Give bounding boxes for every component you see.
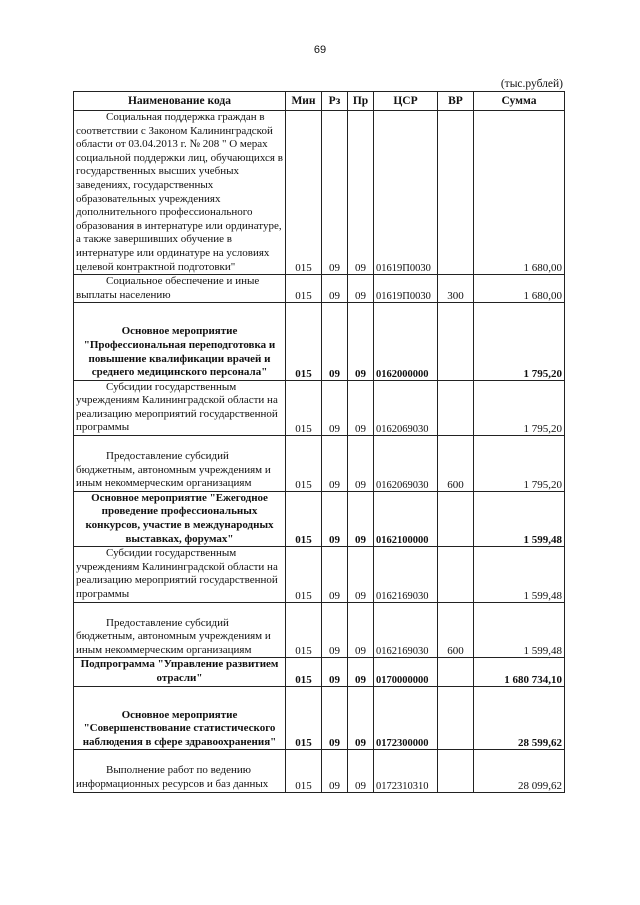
row-vr [438, 658, 474, 686]
row-min: 015 [286, 686, 322, 750]
row-rz: 09 [322, 658, 348, 686]
row-pr: 09 [348, 111, 374, 275]
row-sum: 1 795,20 [474, 303, 565, 380]
row-sum: 1 680,00 [474, 275, 565, 303]
row-min: 015 [286, 602, 322, 658]
row-min: 015 [286, 436, 322, 492]
row-min: 015 [286, 750, 322, 792]
row-rz: 09 [322, 275, 348, 303]
row-name: Выполнение работ по ведению информационных ресурсов и баз данных [74, 750, 286, 792]
row-sum: 28 099,62 [474, 750, 565, 792]
row-csr: 0172310310 [374, 750, 438, 792]
row-rz: 09 [322, 436, 348, 492]
header-pr: Пр [348, 92, 374, 111]
table-row [74, 547, 565, 602]
row-csr: 01619П0030 [374, 275, 438, 303]
row-vr [438, 547, 474, 602]
table-row [74, 275, 565, 303]
row-rz: 09 [322, 380, 348, 435]
row-name: Социальная поддержка граждан в соответствии с Законом Калининградской области от 03.04.2013 г. № 208 " О мерах социальной поддержки лиц, обучающихся в государственных высших учебных заведениях, государственных образовательных учреждениях дополнительного профессионального образования в интернатуре или ординатуре, а также завершивших обучение в интернатуре или ординатуре на условиях целевой контрактной подготовки" [74, 111, 286, 275]
row-sum: 1 680,00 [474, 111, 565, 275]
row-rz: 09 [322, 750, 348, 792]
row-rz: 09 [322, 547, 348, 602]
row-rz: 09 [322, 303, 348, 380]
row-pr: 09 [348, 275, 374, 303]
header-rz: Рз [322, 92, 348, 111]
table-row [74, 303, 565, 380]
row-csr: 0162169030 [374, 602, 438, 658]
header-csr: ЦСР [374, 92, 438, 111]
row-vr [438, 750, 474, 792]
row-rz: 09 [322, 111, 348, 275]
row-rz: 09 [322, 602, 348, 658]
row-name: Субсидии государственным учреждениям Калининградской области на реализацию мероприятий государственной программы [74, 380, 286, 435]
table-row [74, 436, 565, 492]
row-name: Предоставление субсидий бюджетным, автономным учреждениям и иным некоммерческим организациям [74, 602, 286, 658]
row-csr: 0162169030 [374, 547, 438, 602]
row-pr: 09 [348, 686, 374, 750]
row-pr: 09 [348, 491, 374, 546]
table-row [74, 111, 565, 275]
row-pr: 09 [348, 750, 374, 792]
row-min: 015 [286, 380, 322, 435]
row-sum: 1 680 734,10 [474, 658, 565, 686]
row-sum: 1 795,20 [474, 380, 565, 435]
units-label: (тыс.рублей) [500, 78, 563, 90]
row-vr [438, 303, 474, 380]
row-sum: 1 795,20 [474, 436, 565, 492]
row-min: 015 [286, 491, 322, 546]
table-header-row [74, 92, 565, 111]
row-min: 015 [286, 111, 322, 275]
row-vr [438, 491, 474, 546]
row-sum: 1 599,48 [474, 602, 565, 658]
row-sum: 28 599,62 [474, 686, 565, 750]
row-name: Социальное обеспечение и иные выплаты населению [74, 275, 286, 303]
table-row [74, 602, 565, 658]
row-sum: 1 599,48 [474, 491, 565, 546]
table-row [74, 750, 565, 792]
row-vr [438, 111, 474, 275]
row-name: Предоставление субсидий бюджетным, автономным учреждениям и иным некоммерческим организациям [74, 436, 286, 492]
row-name: Подпрограмма "Управление развитием отрасли" [74, 658, 286, 686]
row-vr [438, 686, 474, 750]
row-rz: 09 [322, 686, 348, 750]
page-number: 69 [313, 44, 327, 56]
row-vr: 600 [438, 436, 474, 492]
header-name: Наименование кода [74, 92, 286, 111]
row-name: Основное мероприятие "Профессиональная переподготовка и повышение квалификации врачей и среднего медицинского персонала" [74, 303, 286, 380]
row-min: 015 [286, 275, 322, 303]
row-name: Субсидии государственным учреждениям Калининградской области на реализацию мероприятий государственной программы [74, 547, 286, 602]
row-pr: 09 [348, 303, 374, 380]
row-csr: 0170000000 [374, 658, 438, 686]
row-min: 015 [286, 658, 322, 686]
header-vr: ВР [438, 92, 474, 111]
budget-table [73, 91, 565, 793]
header-sum: Сумма [474, 92, 565, 111]
row-vr [438, 380, 474, 435]
row-csr: 0172300000 [374, 686, 438, 750]
table-row [74, 686, 565, 750]
row-pr: 09 [348, 380, 374, 435]
row-vr: 600 [438, 602, 474, 658]
table-row [74, 491, 565, 546]
row-min: 015 [286, 547, 322, 602]
header-min: Мин [286, 92, 322, 111]
row-min: 015 [286, 303, 322, 380]
row-csr: 0162069030 [374, 436, 438, 492]
table-row [74, 658, 565, 686]
row-pr: 09 [348, 547, 374, 602]
row-pr: 09 [348, 436, 374, 492]
row-csr: 0162100000 [374, 491, 438, 546]
row-csr: 01619П0030 [374, 111, 438, 275]
row-name: Основное мероприятие "Ежегодное проведение профессиональных конкурсов, участие в международных выставках, форумах" [74, 491, 286, 546]
row-pr: 09 [348, 602, 374, 658]
row-rz: 09 [322, 491, 348, 546]
row-csr: 0162000000 [374, 303, 438, 380]
row-name: Основное мероприятие "Совершенствование статистического наблюдения в сфере здравоохранения" [74, 686, 286, 750]
row-csr: 0162069030 [374, 380, 438, 435]
row-sum: 1 599,48 [474, 547, 565, 602]
row-pr: 09 [348, 658, 374, 686]
row-vr: 300 [438, 275, 474, 303]
table-row [74, 380, 565, 435]
